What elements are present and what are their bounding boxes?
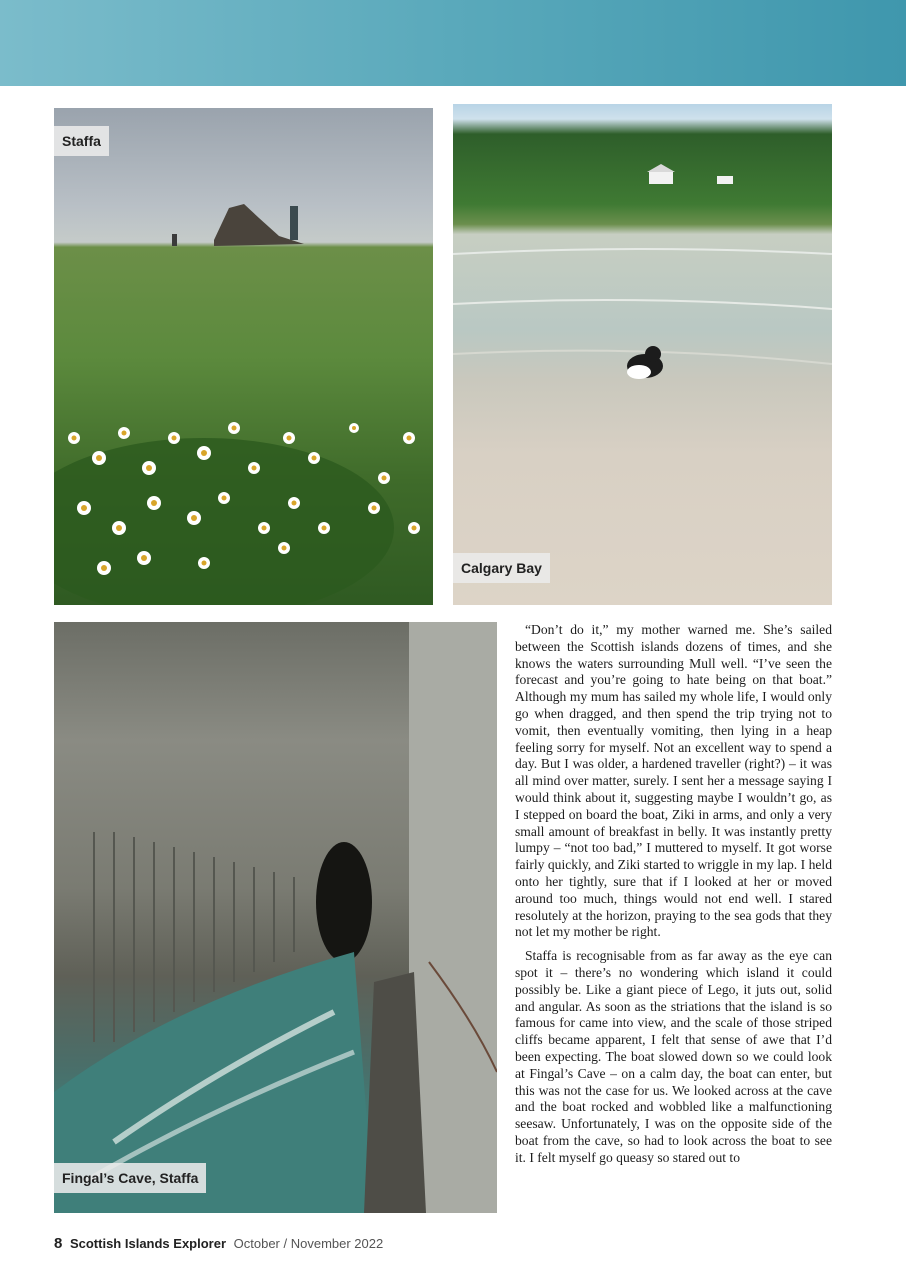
page-number: 8 [54, 1235, 63, 1252]
fingals-cave-illustration [54, 622, 497, 1213]
staffa-photo [54, 108, 433, 605]
calgary-bay-caption: Calgary Bay [453, 553, 550, 583]
calgary-bay-illustration [453, 104, 832, 605]
fingals-cave-caption: Fingal’s Cave, Staffa [54, 1163, 206, 1193]
issue-date: October / November 2022 [233, 1236, 384, 1251]
article-body [515, 622, 832, 1174]
staffa-illustration [54, 108, 433, 605]
page-footer [54, 1235, 383, 1252]
staffa-caption: Staffa [54, 126, 109, 156]
article-paragraph: Staffa is recognisable from as far away as the eye can spot it – there’s no wondering which island it could possibly be. Like a giant piece of Lego, it juts out, solid and angular. As soon as the striations that the island is so famous for came into view, and the scale of those striped cliffs became apparent, I felt that sense of awe that I’d been expecting. The boat slowed down so we could look at Fingal’s Cave – on a calm day, the boat can enter, but this was not the case for us. We looked across at the cave and the boat rocked and wobbled like a malfunctioning seesaw. Unfortunately, I was on the opposite side of the boat from the cave, so had to look across the boat to see it. I felt myself go queasy so stared out to [515, 948, 832, 1165]
article-paragraph: “Don’t do it,” my mother warned me. She’s sailed between the Scottish islands dozens of times, and she knows the waters surrounding Mull well. “I’ve seen the forecast and you’re going to hate being on that boat.” Although my mum has sailed my whole life, I would only go when dragged, and then spend the trip trying not to vomit, then eventually vomiting, then lying in a heap feeling sorry for myself. Not an excellent way to spend a day. But I was older, a hardened traveller (right?) – it was all mind over matter, surely. I sent her a message saying I would think about it, suggesting maybe I wouldn’t go, as I stepped on board the boat, Ziki in arms, and only a very small amount of breakfast in belly. It was instantly pretty lumpy – “not too bad,” I muttered to myself. It got worse fairly quickly, and Ziki started to wriggle in my lap. I held onto her tightly, sure that if I looked at her or moved around too much, things would not end well. I stared resolutely at the horizon, praying to the sea gods that they not let my mother be right. [515, 622, 832, 940]
calgary-bay-photo [453, 104, 832, 605]
header-band [0, 0, 906, 86]
magazine-title: Scottish Islands Explorer [69, 1236, 227, 1251]
fingals-cave-photo [54, 622, 497, 1213]
